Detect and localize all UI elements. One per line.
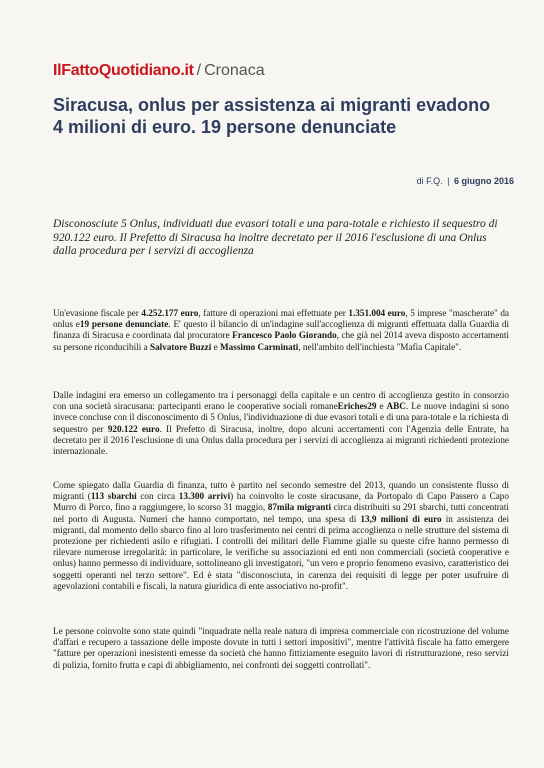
text-run: . Il Prefetto di Siracusa, inoltre, dopo alcuni accertamenti con l'Agenzia delle Entrate, ha decretato per il 2016 l'esclusione di una Onlus dalla procedura per i servizi di accoglienza ai migranti richiedenti protezione internazionale. bbox=[53, 423, 509, 457]
bold-text: 87mila migranti bbox=[267, 502, 332, 513]
text-run: in assistenza dei migranti, dal momento dello sbarco fino al loro trasferimento nei centri di prima accoglienza o nelle strutture del sistema di protezione per richiedenti asilo e rifugiati. I controlli dei militari delle Fiamme gialle su queste cifre hanno permesso di rilevare numerose irregolarità: in particolare, le verifiche su associazioni ed enti non commerciali (società cooperative e onlus) hanno permesso di individuare, sottolineano gli investigatori, "un vero e proprio fenomeno evasivo, caratteristico dei soggetti operanti nel terzo settore". Ed è stata "disconosciuta, in carenza dei requisiti di legge per poter usufruire di agevolazioni contabili e fiscali, la natura giuridica di ente associativo no-profit". bbox=[53, 513, 509, 591]
masthead-separator: / bbox=[196, 62, 202, 79]
text-run: Come spiegato dalla Guardia di finanza, tutto è partito nel secondo semestre del 2013, quando un consistente flusso di migranti ( bbox=[53, 480, 509, 502]
body-paragraph-2 bbox=[53, 390, 509, 457]
section-label: Cronaca bbox=[204, 62, 265, 79]
bold-text: Francesco Paolo Giorando bbox=[232, 330, 337, 341]
byline-author: di F.Q. bbox=[416, 176, 443, 186]
byline-date: 6 giugno 2016 bbox=[453, 176, 514, 186]
text-run: ) ha coinvolto le coste siracusane, da Portopalo di Capo Passero a Capo Murro di Porco, fino a raggiungere, lo scorso 31 maggio, bbox=[53, 491, 509, 513]
site-logo: IlFattoQuotidiano.it bbox=[53, 62, 194, 79]
text-run: Dalle indagini era emerso un collegamento tra i personaggi della capitale e un centro di accoglienza gestito in consorzio con una società siracusana: partecipanti erano le cooperative sociali romane bbox=[53, 390, 509, 412]
body-paragraph-3 bbox=[53, 480, 509, 592]
body-paragraph-1 bbox=[53, 308, 509, 353]
body-paragraph-4 bbox=[53, 626, 509, 671]
text-run: circa distribuiti su 291 sbarchi, tutti concentrati nel porto di Augusta. Numeri che hanno comportato, nel tempo, una spesa di bbox=[53, 502, 509, 524]
text-run: e bbox=[376, 401, 387, 412]
bold-text: 920.122 euro bbox=[107, 423, 160, 434]
text-run: e bbox=[211, 341, 220, 352]
text-run: Un'evasione fiscale per bbox=[53, 308, 142, 318]
bold-text: 19 persone denunciate bbox=[79, 319, 169, 330]
text-run: Le persone coinvolte sono state quindi "inquadrate nella reale natura di impresa commerciale con ricostruzione del volume d'affari e recupero a tassazione delle imposte dovute in tutti i settori impositivi", mentre l'attività fiscale ha fatto emergere "fatture per operazioni inesistenti emesse da società che hanno fittiziamente eseguito lavori di ristrutturazione, reso servizi di pulizia, fornito frutta e capi di abbigliamento, nei confronti dei soggetti controllati". bbox=[53, 626, 509, 670]
bold-text: 4.252.177 euro bbox=[141, 308, 199, 318]
byline bbox=[417, 176, 514, 186]
article-summary: Disconosciute 5 Onlus, individuati due evasori totali e una para-totale e richiesto il sequestro di 920.122 euro. Il Prefetto di Siracusa ha inoltre decretato per il 2016 l'esclusione di una Onlus dalla procedura per i servizi di accoglienza bbox=[53, 218, 498, 257]
byline-separator: | bbox=[447, 176, 450, 186]
text-run: , nell'ambito dell'inchiesta "Mafia Capitale". bbox=[298, 341, 462, 352]
bold-text: 13.300 arrivi bbox=[178, 491, 231, 502]
bold-text: 113 sbarchi bbox=[90, 491, 137, 502]
text-run: con circa bbox=[136, 491, 179, 502]
text-run: . E' questo il bilancio di un'indagine sull'accoglienza di migranti effettuata dalla Guardia di finanza di Siracusa e coordinata dal procuratore bbox=[53, 319, 510, 341]
text-run: , che già nel 2014 aveva disposto accertamenti su persone riconducibili a bbox=[53, 330, 509, 352]
article-headline: Siracusa, onlus per assistenza ai migranti evadono 4 milioni di euro. 19 persone denunciate bbox=[53, 95, 491, 137]
bold-text: 13,9 milioni di euro bbox=[360, 513, 442, 524]
bold-text: ABC bbox=[386, 401, 406, 412]
bold-text: Massimo Carminati bbox=[219, 341, 299, 352]
bold-text: Eriches29 bbox=[337, 401, 377, 412]
bold-text: 1.351.004 euro bbox=[348, 308, 406, 318]
text-run: , 5 imprese "mascherate" da onlus e bbox=[53, 308, 510, 330]
text-run: . Le nuove indagini si sono invece concluse con il disconoscimento di 5 Onlus, l'individuazione di due evasori totali e di una para-totale e la richiesta di sequestro per bbox=[53, 401, 509, 434]
bold-text: Salvatore Buzzi bbox=[149, 341, 212, 352]
masthead bbox=[53, 62, 265, 80]
text-run: , fatture di operazioni mai effettuate per bbox=[198, 308, 349, 318]
